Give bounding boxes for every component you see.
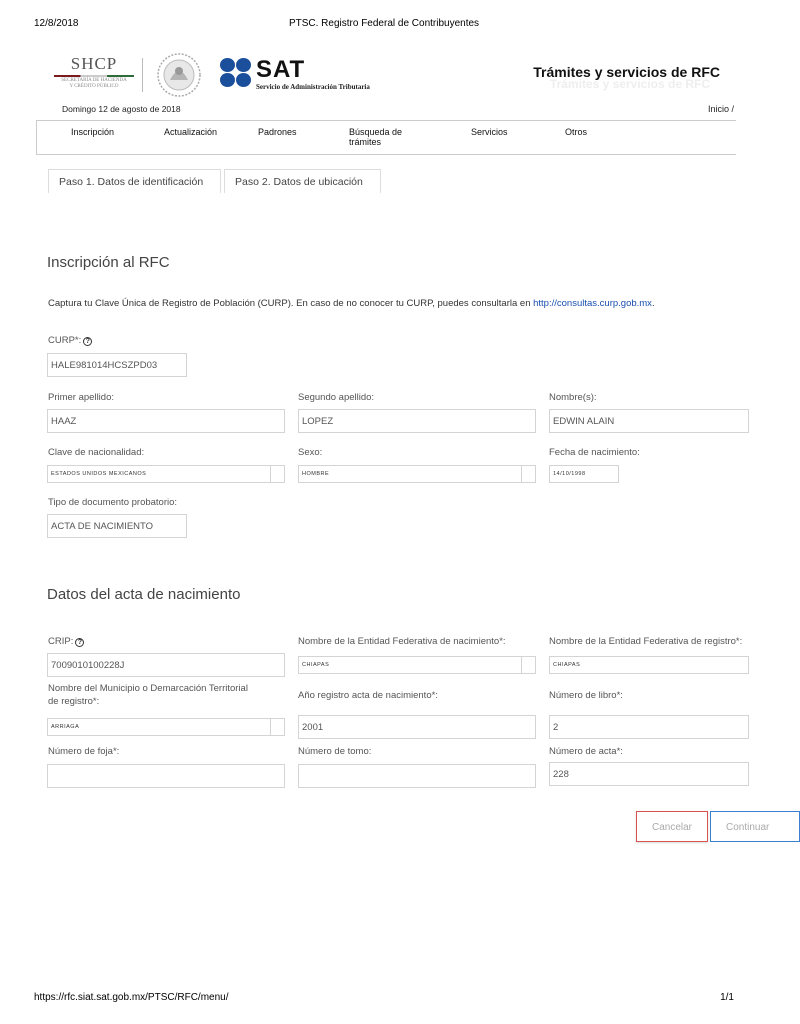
sexo-value: HOMBRE: [302, 471, 330, 477]
entidad-registro-value: CHIAPAS: [553, 662, 581, 668]
continue-button[interactable]: Continuar: [710, 811, 800, 842]
nombre-label: Nombre(s):: [549, 392, 597, 403]
crip-help-icon[interactable]: ?: [75, 638, 84, 647]
fecha-nacimiento-label: Fecha de nacimiento:: [549, 447, 640, 458]
nacionalidad-select[interactable]: [47, 465, 285, 483]
nav-padrones[interactable]: Padrones: [258, 127, 297, 137]
intro-text: [48, 298, 655, 309]
numero-foja-input[interactable]: [47, 764, 285, 788]
sexo-dropdown-icon: [521, 466, 535, 482]
shcp-color-rule: [54, 75, 134, 77]
curp-label-text: CURP*:: [48, 335, 82, 346]
nav-busqueda-line-2: trámites: [349, 137, 382, 147]
cancel-button[interactable]: Cancelar: [636, 811, 708, 842]
entidad-nacimiento-dropdown-icon: [521, 657, 535, 673]
print-title: PTSC. Registro Federal de Contribuyentes: [288, 18, 480, 29]
numero-libro-label: Número de libro*:: [549, 690, 623, 701]
nav-busqueda-tramites[interactable]: [349, 127, 402, 147]
crip-label-text: CRIP:: [48, 636, 74, 647]
nav-busqueda-line-1: Búsqueda de: [349, 127, 403, 137]
curp-label: [48, 334, 92, 347]
fecha-nacimiento-input[interactable]: 14/10/1998: [549, 465, 619, 483]
shcp-logo-sub-2: Y CRÉDITO PÚBLICO: [69, 84, 119, 89]
anio-registro-label: Año registro acta de nacimiento*:: [298, 690, 438, 701]
numero-libro-input[interactable]: 2: [549, 715, 749, 739]
sat-logo-sub: Servicio de Administración Tributaria: [256, 83, 370, 91]
logo-divider: [142, 58, 143, 92]
nombre-input[interactable]: EDWIN ALAIN: [549, 409, 749, 433]
sat-logo[interactable]: [220, 56, 420, 96]
numero-tomo-label: Número de tomo:: [298, 746, 372, 757]
main-nav: [36, 120, 736, 155]
page-title-text: Trámites y servicios de RFC: [533, 64, 720, 80]
numero-foja-label: Número de foja*:: [48, 746, 120, 757]
sat-logo-text: SAT: [256, 56, 306, 83]
print-date: 12/8/2018: [34, 18, 79, 29]
crip-input[interactable]: 7009010100228J: [47, 653, 285, 677]
national-seal-icon: [156, 52, 202, 98]
page-content: [34, 40, 770, 990]
segundo-apellido-label: Segundo apellido:: [298, 392, 375, 403]
entidad-registro-label: Nombre de la Entidad Federativa de registro*:: [549, 636, 743, 647]
print-header: [0, 18, 768, 32]
primer-apellido-label: Primer apellido:: [48, 392, 114, 403]
curp-input[interactable]: HALE981014HCSZPD03: [47, 353, 187, 377]
tab-paso-2[interactable]: Paso 2. Datos de ubicación: [224, 169, 381, 193]
page-title-reflection: Trámites y servicios de RFC: [549, 77, 710, 91]
crip-label: [48, 635, 84, 648]
municipio-label-line-1: Nombre del Municipio o Demarcación Territorial: [48, 683, 248, 694]
shcp-logo-text: SHCP: [70, 54, 118, 73]
breadcrumb-inicio[interactable]: Inicio /: [707, 104, 734, 114]
municipio-value: ARRIAGA: [51, 724, 80, 730]
nacionalidad-dropdown-icon: [270, 466, 284, 482]
shcp-logo[interactable]: [48, 54, 140, 90]
section-title-inscripcion: Inscripción al RFC: [47, 254, 170, 271]
municipio-dropdown-icon: [270, 719, 284, 735]
entidad-nacimiento-select[interactable]: [298, 656, 536, 674]
numero-tomo-input[interactable]: [298, 764, 536, 788]
nav-servicios[interactable]: Servicios: [471, 127, 508, 137]
section-title-acta: Datos del acta de nacimiento: [47, 586, 241, 603]
shcp-logo-sub-1: SECRETARÍA DE HACIENDA: [61, 78, 127, 83]
segundo-apellido-input[interactable]: LOPEZ: [298, 409, 536, 433]
print-url: https://rfc.siat.sat.gob.mx/PTSC/RFC/menu/: [34, 992, 229, 1003]
municipio-select[interactable]: [47, 718, 285, 736]
sexo-select[interactable]: [298, 465, 536, 483]
sexo-label: Sexo:: [298, 447, 323, 458]
entidad-nacimiento-value: CHIAPAS: [302, 662, 330, 668]
anio-registro-input[interactable]: 2001: [298, 715, 536, 739]
entidad-nacimiento-label: Nombre de la Entidad Federativa de nacimiento*:: [298, 636, 506, 647]
curp-consult-link[interactable]: http://consultas.curp.gob.mx: [533, 298, 652, 309]
intro-text-end: .: [651, 298, 655, 309]
sat-dots-icon: [220, 58, 252, 88]
nav-actualizacion[interactable]: Actualización: [164, 127, 218, 137]
curp-help-icon[interactable]: ?: [83, 337, 92, 346]
nav-otros[interactable]: Otros: [565, 127, 588, 137]
print-page-number: 1/1: [720, 992, 734, 1003]
nacionalidad-label: Clave de nacionalidad:: [48, 447, 145, 458]
tipo-documento-input[interactable]: ACTA DE NACIMIENTO: [47, 514, 187, 538]
nav-inscripcion[interactable]: Inscripción: [71, 127, 115, 137]
numero-acta-input[interactable]: 228: [549, 762, 749, 786]
nacionalidad-value: ESTADOS UNIDOS MEXICANOS: [51, 471, 147, 477]
tab-paso-1[interactable]: Paso 1. Datos de identificación: [48, 169, 221, 193]
numero-acta-label: Número de acta*:: [549, 746, 623, 757]
intro-text-body: Captura tu Clave Única de Registro de Población (CURP). En caso de no conocer tu CURP, puedes consultarla en: [48, 298, 531, 309]
municipio-label: [48, 682, 248, 708]
page-title: [533, 64, 720, 91]
logo-bar: [34, 52, 734, 102]
entidad-registro-select[interactable]: [549, 656, 749, 674]
current-date: Domingo 12 de agosto de 2018: [62, 104, 181, 114]
tipo-documento-label: Tipo de documento probatorio:: [48, 497, 178, 508]
municipio-label-line-2: de registro*:: [48, 696, 100, 707]
primer-apellido-input[interactable]: HAAZ: [47, 409, 285, 433]
